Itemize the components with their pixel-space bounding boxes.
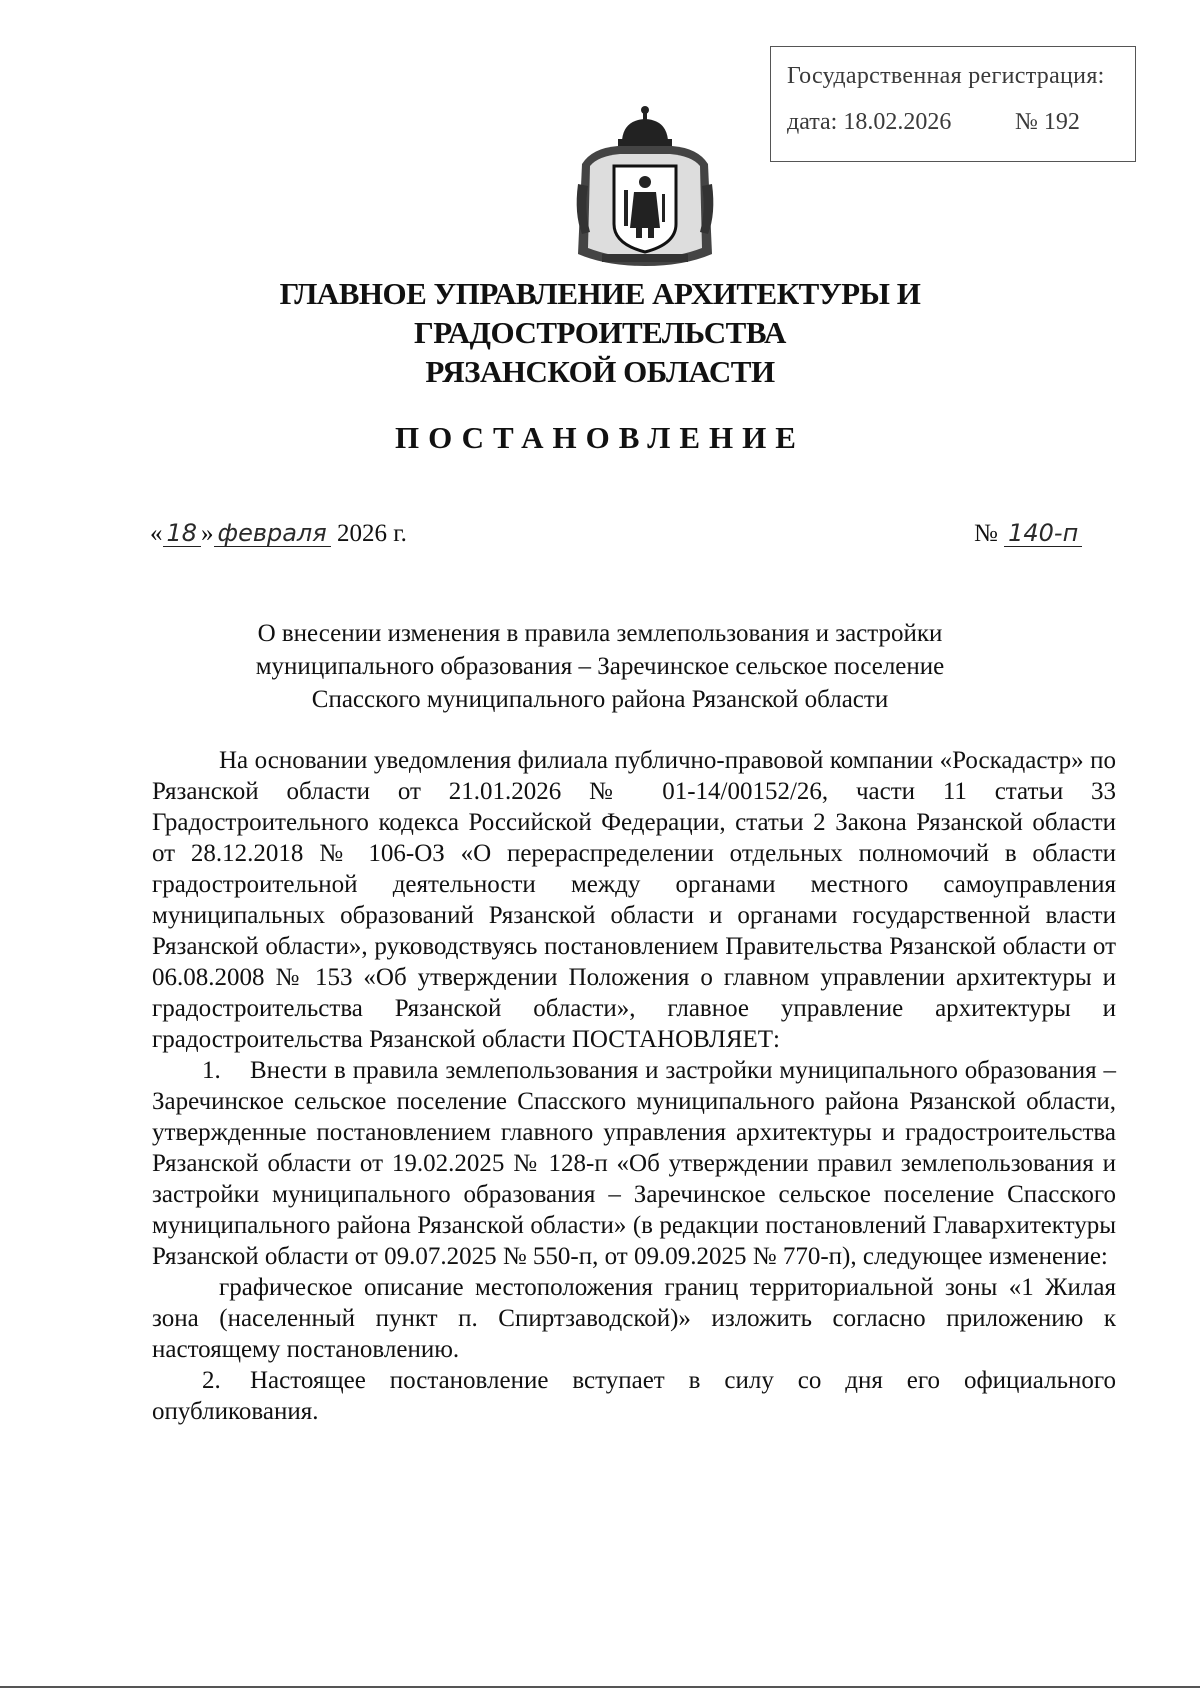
registration-number: № 192 [1015, 109, 1080, 135]
date-day-handwritten: 18 [163, 520, 202, 547]
document-subject [120, 617, 1080, 716]
date-month-handwritten: февраля [214, 520, 331, 547]
number-handwritten: 140-п [1004, 520, 1082, 547]
date-open-quote: « [150, 520, 163, 547]
document-type: ПОСТАНОВЛЕНИЕ [395, 420, 805, 455]
bottom-divider [0, 1686, 1200, 1688]
document-number [974, 520, 1082, 548]
item-1-number: 1. [202, 1057, 221, 1084]
date-close-quote: » [201, 520, 214, 547]
registration-date: дата: 18.02.2026 [787, 109, 952, 135]
registration-stamp [770, 46, 1136, 162]
item-2-paragraph [152, 1365, 1116, 1427]
organization-name-line1: ГЛАВНОЕ УПРАВЛЕНИЕ АРХИТЕКТУРЫ И ГРАДОСТРОИТЕЛЬСТВА [279, 276, 921, 350]
item-2-number: 2. [202, 1367, 221, 1394]
number-label: № [974, 520, 998, 547]
document-date [150, 520, 407, 548]
preamble-paragraph: На основании уведомления филиала публично-правовой компании «Роскадастр» по Рязанской области от 21.01.2026 № 01-14/00152/26, части 11 статьи 33 Градостроительного кодекса Российской Федерации, статьи 2 Закона Рязанской области от 28.12.2018 № 106-ОЗ «О перераспределении отдельных полномочий в области градостроительной деятельности между органами местного самоуправления муниципальных образований Рязанской области и органами государственной власти Рязанской области», руководствуясь постановлением Правительства Рязанской области от 06.08.2008 № 153 «Об утверждении Положения о главном управлении архитектуры и градостроительства Рязанской области», главное управление архитектуры и градостроительства Рязанской области ПОСТАНОВЛЯЕТ: [152, 747, 1116, 1053]
subject-line1: О внесении изменения в правила землепользования и застройки [257, 620, 943, 647]
organization-name-line2: РЯЗАНСКОЙ ОБЛАСТИ [425, 354, 775, 389]
organization-name [100, 274, 1100, 391]
document-body [152, 745, 1116, 1427]
item-1-subparagraph: графическое описание местоположения границ территориальной зоны «1 Жилая зона (населенный пункт п. Спиртзаводской)» изложить согласно приложению к настоящему постановлению. [152, 1274, 1116, 1363]
item-2-text: Настоящее постановление вступает в силу со дня его официального опубликования. [152, 1367, 1116, 1425]
subject-line2: муниципального образования – Заречинское сельское поселение [255, 653, 945, 680]
item-1-paragraph [152, 1055, 1116, 1272]
coat-of-arms-emblem [572, 104, 718, 272]
registration-title: Государственная регистрация: [787, 63, 1105, 89]
subject-line3: Спасского муниципального района Рязанской области [311, 686, 889, 713]
date-year: 2026 г. [336, 520, 407, 547]
item-1-text: Внести в правила землепользования и застройки муниципального образования – Заречинское сельское поселение Спасского муниципального района Рязанской области, утвержденные постановлением главного управления архитектуры и градостроительства Рязанской области от 19.02.2025 № 128-п «Об утверждении правил землепользования и застройки муниципального образования – Заречинское сельское поселение Спасского муниципального района Рязанской области» (в редакции постановлений Главархитектуры Рязанской области от 09.07.2025 № 550-п, от 09.09.2025 № 770-п), следующее изменение: [152, 1057, 1116, 1270]
